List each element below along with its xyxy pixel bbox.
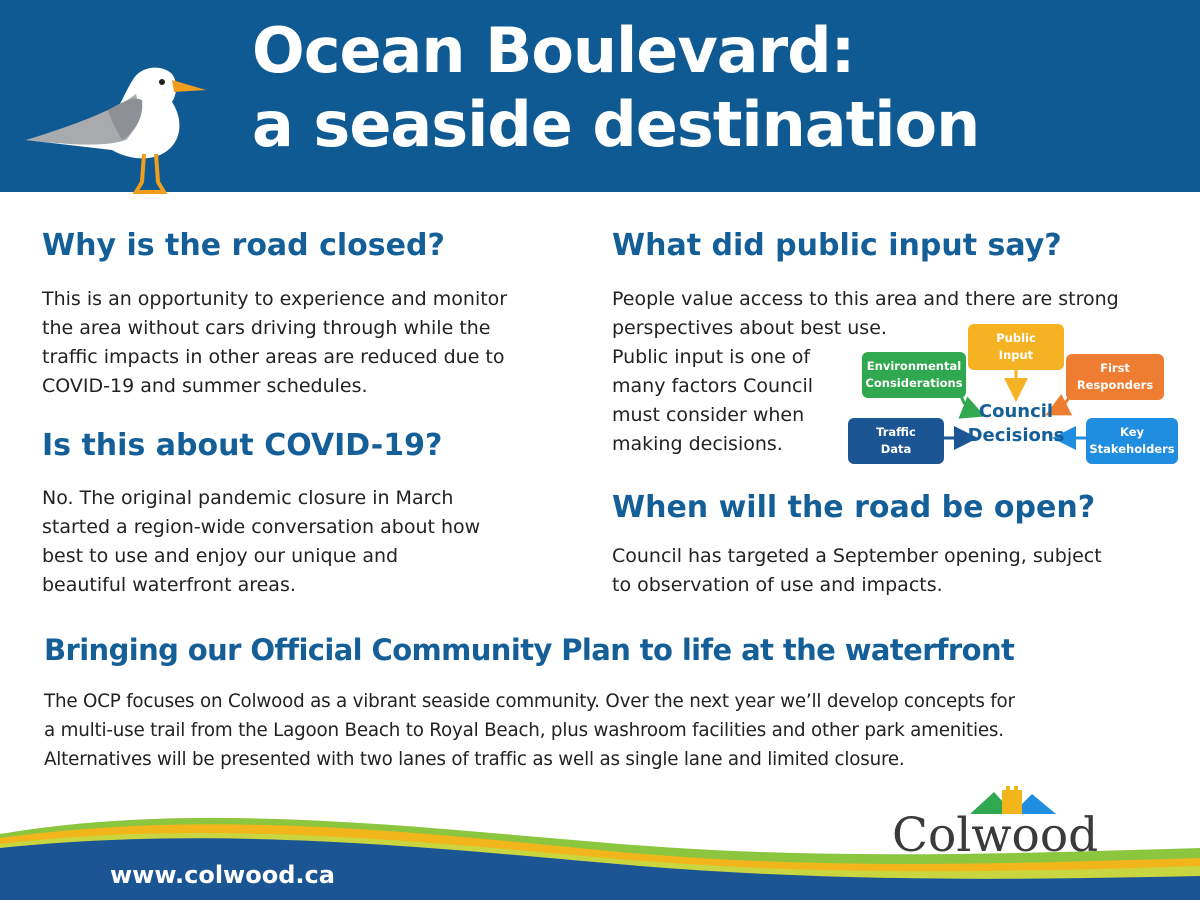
text-line: Council has targeted a September opening, subject — [612, 545, 1102, 567]
text-road-open — [612, 542, 1102, 600]
factor-label: Environmental — [866, 359, 962, 373]
text-line: COVID-19 and summer schedules. — [42, 375, 368, 397]
text-line: This is an opportunity to experience and monitor — [42, 288, 508, 310]
factor-label: Data — [880, 442, 912, 456]
colwood-logo-text: Colwood — [892, 808, 1099, 863]
center-label-line: Council — [978, 401, 1054, 422]
heading-covid: Is this about COVID-19? — [42, 428, 443, 463]
heading-road-open: When will the road be open? — [612, 490, 1096, 525]
text-covid — [42, 484, 480, 600]
factor-label: Input — [998, 348, 1034, 362]
text-line: best to use and enjoy our unique and — [42, 545, 399, 567]
text-line: started a region-wide conversation about how — [42, 516, 481, 538]
text-line: beautiful waterfront areas. — [42, 574, 296, 596]
text-why-closed — [42, 285, 507, 401]
council-decisions-label — [966, 400, 1066, 448]
factor-label: Public — [996, 331, 1036, 345]
title-line-2: a seaside destination — [252, 88, 980, 161]
heading-why-closed: Why is the road closed? — [42, 228, 445, 263]
heading-ocp: Bringing our Official Community Plan to life at the waterfront — [44, 633, 1015, 667]
text-line: a multi-use trail from the Lagoon Beach to Royal Beach, plus washroom facilities and other park amenities. — [44, 720, 1004, 741]
text-line: Alternatives will be presented with two lanes of traffic as well as single lane and limited closure. — [44, 749, 905, 770]
text-line: The OCP focuses on Colwood as a vibrant seaside community. Over the next year we’ll develop concepts for — [44, 691, 1015, 712]
seagull-icon — [22, 36, 222, 196]
text-line: Public input is one of — [612, 346, 811, 368]
factor-label: Key — [1119, 425, 1144, 439]
center-label-line: Decisions — [967, 425, 1065, 446]
factor-environmental — [862, 352, 966, 398]
factor-label: Responders — [1076, 378, 1154, 392]
factor-label: Stakeholders — [1089, 442, 1175, 456]
text-line: many factors Council — [612, 375, 814, 397]
decision-factors-diagram — [846, 324, 1178, 468]
text-line: People value access to this area and there are strong — [612, 288, 1119, 310]
website-link[interactable]: www.colwood.ca — [110, 861, 335, 889]
factor-traffic-data — [848, 418, 944, 464]
text-line: traffic impacts in other areas are reduced due to — [42, 346, 505, 368]
text-ocp — [44, 687, 1015, 774]
text-line: the area without cars driving through while the — [42, 317, 491, 339]
text-line: must consider when — [612, 404, 805, 426]
factor-label: First — [1100, 361, 1130, 375]
text-line: to observation of use and impacts. — [612, 574, 943, 596]
factor-label: Traffic — [876, 425, 916, 439]
factor-public-input — [968, 324, 1064, 370]
text-line: perspectives about best use. — [612, 317, 887, 339]
page-title — [252, 14, 979, 162]
factor-key-stakeholders — [1086, 418, 1178, 464]
factor-first-responders — [1066, 354, 1164, 400]
text-line: No. The original pandemic closure in March — [42, 487, 454, 509]
title-line-1: Ocean Boulevard: — [252, 14, 855, 87]
heading-public-input: What did public input say? — [612, 228, 1062, 263]
text-line: making decisions. — [612, 433, 783, 455]
factor-label: Considerations — [865, 376, 963, 390]
